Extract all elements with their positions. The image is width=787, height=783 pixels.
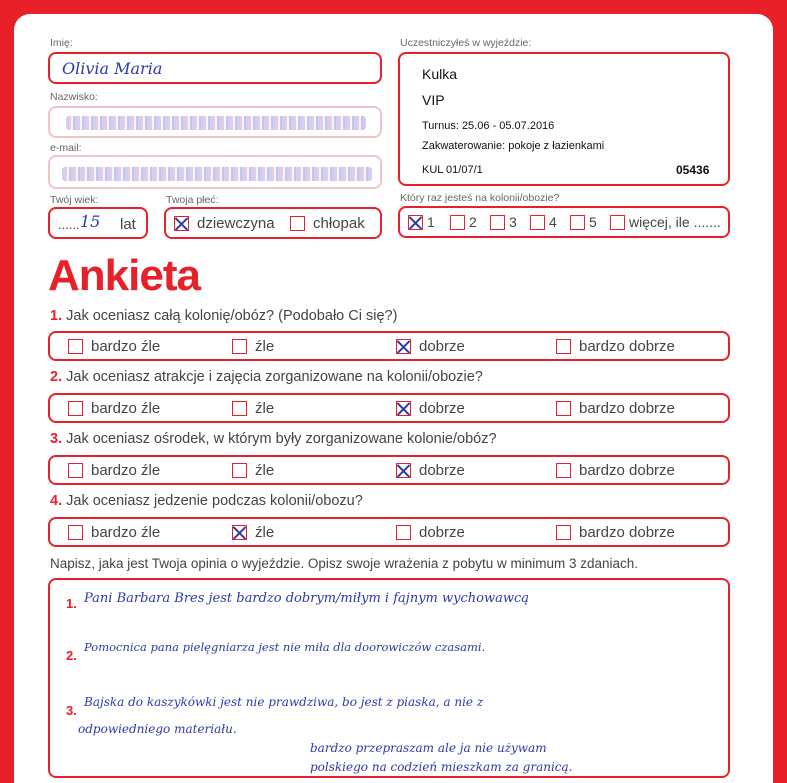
times-label: Który raz jesteś na kolonii/obozie? (400, 192, 560, 204)
gender-field (164, 207, 382, 239)
q3-option-good[interactable]: dobrze (396, 457, 465, 483)
q2-option-good[interactable]: dobrze (396, 395, 465, 421)
checkbox-icon[interactable] (556, 525, 571, 540)
checkbox-icon[interactable] (570, 215, 585, 230)
answer-row-3 (48, 455, 730, 485)
q3-option-very-good[interactable]: bardzo dobrze (556, 457, 675, 483)
checkbox-icon[interactable] (610, 215, 625, 230)
checkbox-icon[interactable] (290, 216, 305, 231)
checkbox-icon[interactable] (396, 463, 411, 478)
q4-option-very-bad[interactable]: bardzo źle (68, 519, 160, 545)
age-dots: ...... (58, 217, 80, 232)
times-option-more[interactable]: więcej, ile ....... (610, 208, 721, 236)
gender-label: Twoja płeć: (166, 194, 219, 206)
answer-row-4 (48, 517, 730, 547)
checkbox-icon[interactable] (396, 401, 411, 416)
opinion-line-3b: odpowiedniego materiału. (78, 722, 237, 736)
checkbox-icon[interactable] (232, 525, 247, 540)
checkbox-icon[interactable] (232, 339, 247, 354)
trip-name: Kulka (422, 66, 458, 82)
checkbox-icon[interactable] (530, 215, 545, 230)
q1-option-very-good[interactable]: bardzo dobrze (556, 333, 675, 359)
trip-type: VIP (422, 92, 445, 108)
age-value: 15 (80, 212, 101, 231)
email-label: e-mail: (50, 142, 82, 154)
checkbox-icon[interactable] (396, 525, 411, 540)
opinion-line-2: Pomocnica pana pielęgniarza jest nie miła dla doorowiczów czasami. (84, 640, 486, 654)
gender-option-boy[interactable]: chłopak (290, 209, 365, 237)
checkbox-icon[interactable] (556, 339, 571, 354)
opinion-line-3-number: 3. (66, 703, 77, 718)
opinion-prompt: Napisz, jaka jest Twoja opinia o wyjeździe. Opisz swoje wrażenia z pobytu w minimum 3 zdaniach. (50, 556, 639, 571)
name-field[interactable] (48, 52, 382, 84)
name-value: Olivia Maria (62, 59, 163, 78)
age-label: Twój wiek: (50, 194, 99, 206)
surname-field[interactable] (48, 106, 382, 138)
answer-row-2 (48, 393, 730, 423)
page-title: Ankieta (48, 251, 200, 300)
opinion-line-1-number: 1. (66, 596, 77, 611)
times-option-5[interactable]: 5 (570, 208, 597, 236)
checkbox-icon[interactable] (556, 401, 571, 416)
trip-number: 05436 (676, 163, 710, 177)
q4-option-very-good[interactable]: bardzo dobrze (556, 519, 675, 545)
q3-option-bad[interactable]: źle (232, 457, 274, 483)
opinion-note-2: polskiego na codzień mieszkam za granicą. (310, 760, 573, 774)
times-field (398, 206, 730, 238)
checkbox-icon[interactable] (68, 339, 83, 354)
opinion-note-1: bardzo przepraszam ale ja nie używam (310, 741, 547, 755)
email-field[interactable] (48, 155, 382, 189)
checkbox-icon[interactable] (232, 401, 247, 416)
trip-code: KUL 01/07/1 (422, 164, 483, 176)
checkbox-icon[interactable] (490, 215, 505, 230)
gender-option-girl[interactable]: dziewczyna (174, 209, 275, 237)
question-2: 2. Jak oceniasz atrakcje i zajęcia zorganizowane na kolonii/obozie? (50, 369, 483, 385)
redacted-email (62, 167, 372, 181)
checkbox-icon[interactable] (174, 216, 189, 231)
trip-info-box (398, 52, 730, 186)
redacted-surname (66, 116, 366, 130)
checkbox-icon[interactable] (408, 215, 423, 230)
q2-option-bad[interactable]: źle (232, 395, 274, 421)
age-field[interactable] (48, 207, 148, 239)
question-4: 4. Jak oceniasz jedzenie podczas kolonii/obozu? (50, 493, 363, 509)
surname-label: Nazwisko: (50, 91, 98, 103)
checkbox-icon[interactable] (68, 525, 83, 540)
trip-turnus: Turnus: 25.06 - 05.07.2016 (422, 120, 555, 132)
q2-option-very-good[interactable]: bardzo dobrze (556, 395, 675, 421)
times-option-1[interactable]: 1 (408, 208, 435, 236)
q4-option-good[interactable]: dobrze (396, 519, 465, 545)
times-option-4[interactable]: 4 (530, 208, 557, 236)
answer-row-1 (48, 331, 730, 361)
q4-option-bad[interactable]: źle (232, 519, 274, 545)
q1-option-good[interactable]: dobrze (396, 333, 465, 359)
age-unit: lat (120, 216, 136, 233)
q3-option-very-bad[interactable]: bardzo źle (68, 457, 160, 483)
name-label: Imię: (50, 37, 73, 49)
question-1: 1. Jak oceniasz całą kolonię/obóz? (Podobało Ci się?) (50, 308, 398, 324)
checkbox-icon[interactable] (450, 215, 465, 230)
participant-label: Uczestniczyłeś w wyjeździe: (400, 37, 532, 49)
opinion-line-1: Pani Barbara Bres jest bardzo dobrym/miłym i fajnym wychowawcą (84, 591, 529, 606)
checkbox-icon[interactable] (68, 463, 83, 478)
checkbox-icon[interactable] (396, 339, 411, 354)
question-3: 3. Jak oceniasz ośrodek, w którym były zorganizowane kolonie/obóz? (50, 431, 497, 447)
opinion-line-3a: Bajska do kaszykówki jest nie prawdziwa, bo jest z piaska, a nie z (84, 695, 484, 709)
q2-option-very-bad[interactable]: bardzo źle (68, 395, 160, 421)
q1-option-bad[interactable]: źle (232, 333, 274, 359)
survey-sheet (14, 14, 773, 783)
checkbox-icon[interactable] (68, 401, 83, 416)
times-option-2[interactable]: 2 (450, 208, 477, 236)
times-option-3[interactable]: 3 (490, 208, 517, 236)
q1-option-very-bad[interactable]: bardzo źle (68, 333, 160, 359)
trip-accommodation: Zakwaterowanie: pokoje z łazienkami (422, 140, 605, 152)
opinion-line-2-number: 2. (66, 648, 77, 663)
checkbox-icon[interactable] (232, 463, 247, 478)
checkbox-icon[interactable] (556, 463, 571, 478)
